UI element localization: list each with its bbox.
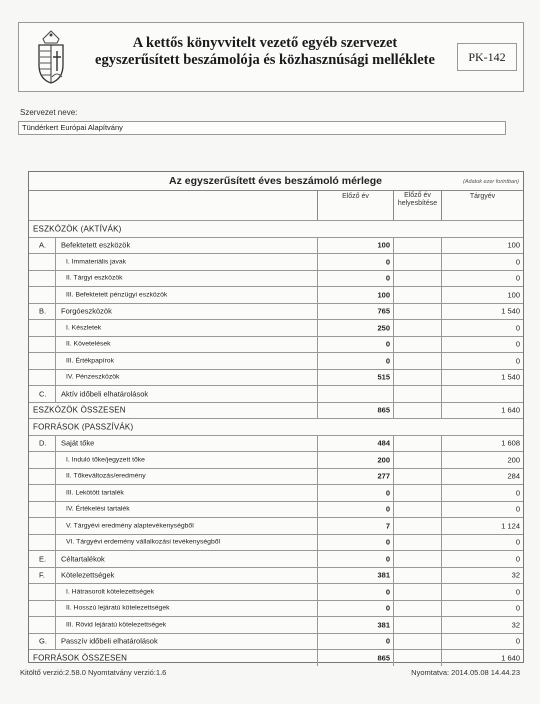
value-cell-prev — [317, 502, 393, 518]
value-prev: 100 — [377, 290, 390, 300]
organization-label: Szervezet neve: — [20, 108, 78, 117]
value-prev: 484 — [377, 438, 390, 448]
row-label-cell — [55, 436, 317, 452]
value-cell-corr — [393, 551, 441, 567]
total-row — [29, 402, 523, 419]
value-prev: 0 — [385, 537, 390, 547]
value-prev: 7 — [385, 521, 390, 531]
value-cell-curr — [441, 601, 523, 617]
row-label: II. Tárgyi eszközök — [66, 274, 123, 282]
balance-row — [29, 369, 523, 386]
value-cell-prev — [317, 584, 393, 600]
value-cell-curr — [441, 551, 523, 567]
value-cell-corr — [393, 502, 441, 518]
row-label-cell — [55, 584, 317, 600]
value-cell-prev — [317, 370, 393, 386]
row-label: Kötelezettségek — [61, 570, 115, 580]
value-cell-curr — [441, 469, 523, 485]
row-code-cell — [29, 469, 55, 485]
balance-row — [29, 468, 523, 485]
value-prev: 277 — [377, 471, 390, 481]
value-cell-curr — [441, 502, 523, 518]
value-curr: 0 — [515, 488, 520, 498]
row-label-cell — [55, 469, 317, 485]
value-curr: 284 — [507, 471, 520, 481]
balance-row — [29, 286, 523, 303]
value-cell-curr — [441, 634, 523, 650]
row-label-cell — [55, 386, 317, 402]
value-curr: 1 640 — [501, 653, 520, 663]
print-timestamp: Nyomtatva: 2014.05.08 14.44.23 — [411, 668, 520, 677]
value-cell-curr — [441, 452, 523, 468]
value-prev: 381 — [377, 570, 390, 580]
value-prev: 515 — [377, 372, 390, 382]
row-code-cell — [29, 320, 55, 336]
row-code-cell — [29, 238, 55, 254]
value-prev: 0 — [385, 636, 390, 646]
value-cell-corr — [393, 485, 441, 501]
value-cell-curr — [441, 386, 523, 402]
total-label: ESZKÖZÖK ÖSSZESEN — [33, 405, 126, 415]
row-label-cell — [55, 535, 317, 551]
value-prev: 0 — [385, 339, 390, 349]
row-label: I. Készletek — [66, 324, 102, 332]
value-prev: 0 — [385, 356, 390, 366]
value-cell-corr — [393, 469, 441, 485]
value-cell-prev — [317, 403, 393, 419]
row-label: IV. Pénzeszközök — [66, 373, 120, 381]
hungarian-coat-of-arms-icon — [29, 29, 73, 85]
value-curr: 100 — [507, 240, 520, 250]
row-label-cell — [55, 617, 317, 633]
row-label: III. Befektetett pénzügyi eszközök — [66, 291, 168, 299]
row-code-cell — [29, 535, 55, 551]
value-cell-curr — [441, 436, 523, 452]
row-label: Befektetett eszközök — [61, 240, 131, 250]
row-label: III. Lekötött tartalék — [66, 489, 124, 497]
row-code-cell — [29, 551, 55, 567]
value-prev: 381 — [377, 620, 390, 630]
value-cell-corr — [393, 584, 441, 600]
row-code: D. — [39, 438, 47, 448]
value-prev: 200 — [377, 455, 390, 465]
row-label: Aktív időbeli elhatárolások — [61, 389, 149, 399]
balance-row — [29, 253, 523, 270]
value-prev: 100 — [377, 240, 390, 250]
value-prev: 0 — [385, 488, 390, 498]
row-code-cell — [29, 634, 55, 650]
value-cell-prev — [317, 634, 393, 650]
value-curr: 0 — [515, 273, 520, 283]
row-label: III. Rövid lejáratú kötelezettségek — [66, 621, 167, 629]
row-code-cell — [29, 502, 55, 518]
value-curr: 1 608 — [501, 438, 520, 448]
row-label-cell — [55, 287, 317, 303]
row-label: IV. Értékelési tartalék — [66, 505, 130, 513]
value-cell-curr — [441, 304, 523, 320]
value-prev: 0 — [385, 554, 390, 564]
value-cell-prev — [317, 485, 393, 501]
value-cell-corr — [393, 403, 441, 419]
value-curr: 0 — [515, 603, 520, 613]
balance-row — [29, 270, 523, 287]
value-cell-prev — [317, 353, 393, 369]
value-cell-prev — [317, 650, 393, 666]
value-cell-corr — [393, 650, 441, 666]
column-header-previous-year: Előző év — [317, 190, 393, 220]
row-label: II. Tőkeváltozás/eredmény — [66, 472, 146, 480]
row-label-cell — [55, 353, 317, 369]
value-cell-prev — [317, 320, 393, 336]
row-label-cell — [55, 370, 317, 386]
value-cell-corr — [393, 568, 441, 584]
value-cell-prev — [317, 469, 393, 485]
row-code-cell — [29, 485, 55, 501]
form-title-line-1: A kettős könyvvitelt vezető egyéb szervezet — [132, 35, 398, 51]
value-cell-corr — [393, 518, 441, 534]
balance-row — [29, 451, 523, 468]
row-label: Céltartalékok — [61, 554, 105, 564]
unit-note: (Adatok ezer forintban) — [463, 179, 519, 185]
row-label: I. Immateriális javak — [66, 258, 127, 266]
value-cell-curr — [441, 485, 523, 501]
row-label-cell — [55, 601, 317, 617]
row-label: Saját tőke — [61, 438, 95, 448]
value-prev: 0 — [385, 273, 390, 283]
value-cell-corr — [393, 634, 441, 650]
value-cell-corr — [393, 601, 441, 617]
value-cell-prev — [317, 304, 393, 320]
value-cell-corr — [393, 617, 441, 633]
balance-row — [29, 319, 523, 336]
row-label-cell — [55, 271, 317, 287]
value-prev: 765 — [377, 306, 390, 316]
value-cell-prev — [317, 238, 393, 254]
row-code: G. — [39, 636, 47, 646]
form-title-line-2: egyszerűsített beszámolója és közhasznúsági melléklete — [95, 52, 435, 68]
balance-row — [29, 567, 523, 584]
value-cell-corr — [393, 370, 441, 386]
value-cell-corr — [393, 271, 441, 287]
value-prev: 0 — [385, 587, 390, 597]
form-header — [18, 22, 524, 92]
value-cell-prev — [317, 271, 393, 287]
value-cell-corr — [393, 320, 441, 336]
value-curr: 0 — [515, 257, 520, 267]
balance-row — [29, 616, 523, 633]
value-curr: 1 540 — [501, 306, 520, 316]
value-cell-corr — [393, 452, 441, 468]
form-title — [85, 35, 445, 69]
balance-title: Az egyszerűsített éves beszámoló mérlege — [169, 175, 383, 187]
row-label: VI. Tárgyévi erdemény vállalkozási tevékenységből — [66, 538, 221, 546]
row-code-cell — [29, 601, 55, 617]
value-cell-corr — [393, 436, 441, 452]
row-label: I. Hátrasorolt kötelezettségek — [66, 588, 155, 596]
value-cell-corr — [393, 238, 441, 254]
row-code-cell — [29, 304, 55, 320]
row-label-cell — [55, 551, 317, 567]
row-code-cell — [29, 617, 55, 633]
value-cell-curr — [441, 403, 523, 419]
value-cell-corr — [393, 535, 441, 551]
value-cell-prev — [317, 287, 393, 303]
row-label-cell — [55, 568, 317, 584]
row-code-cell — [29, 436, 55, 452]
total-label: FORRÁSOK ÖSSZESEN — [33, 653, 128, 663]
row-code: F. — [39, 570, 45, 580]
balance-sheet-table — [28, 171, 524, 663]
value-curr: 0 — [515, 587, 520, 597]
row-code-cell — [29, 452, 55, 468]
value-cell-corr — [393, 353, 441, 369]
value-curr: 0 — [515, 504, 520, 514]
row-label-cell — [55, 518, 317, 534]
value-cell-prev — [317, 518, 393, 534]
balance-row — [29, 303, 523, 320]
balance-row — [29, 484, 523, 501]
column-header-correction: Előző év helyesbítése — [393, 190, 441, 220]
row-code: A. — [39, 240, 47, 250]
row-code-cell — [29, 518, 55, 534]
value-prev: 250 — [377, 323, 390, 333]
organization-name-field: Tündérkert Európai Alapítvány — [18, 121, 506, 135]
section-label: ESZKÖZÖK (AKTÍVÁK) — [33, 224, 122, 234]
section-label: FORRÁSOK (PASSZÍVÁK) — [33, 422, 134, 432]
value-cell-curr — [441, 337, 523, 353]
value-cell-prev — [317, 452, 393, 468]
value-cell-curr — [441, 650, 523, 666]
value-cell-curr — [441, 254, 523, 270]
row-code: C. — [39, 389, 47, 399]
value-cell-corr — [393, 254, 441, 270]
value-cell-curr — [441, 535, 523, 551]
row-code-cell — [29, 287, 55, 303]
value-cell-curr — [441, 518, 523, 534]
value-cell-corr — [393, 304, 441, 320]
row-code-cell — [29, 353, 55, 369]
value-cell-prev — [317, 551, 393, 567]
value-curr: 0 — [515, 323, 520, 333]
row-label-cell — [55, 238, 317, 254]
total-row — [29, 649, 523, 666]
value-curr: 0 — [515, 339, 520, 349]
value-cell-prev — [317, 601, 393, 617]
balance-row — [29, 385, 523, 402]
balance-row — [29, 517, 523, 534]
row-code-cell — [29, 386, 55, 402]
form-code: PK-142 — [457, 43, 517, 71]
balance-row — [29, 600, 523, 617]
row-label-cell — [55, 502, 317, 518]
row-code: E. — [39, 554, 47, 564]
value-curr: 1 124 — [501, 521, 520, 531]
value-prev: 0 — [385, 603, 390, 613]
value-cell-prev — [317, 568, 393, 584]
row-label: Forgóeszközök — [61, 306, 112, 316]
value-curr: 0 — [515, 554, 520, 564]
column-header-current-year: Tárgyév — [441, 190, 523, 220]
row-code-cell — [29, 254, 55, 270]
balance-row — [29, 534, 523, 551]
row-label: II. Követelések — [66, 340, 111, 348]
row-label: II. Hosszú lejáratú kötelezettségek — [66, 604, 170, 612]
value-prev: 865 — [377, 653, 390, 663]
balance-row — [29, 633, 523, 650]
value-cell-curr — [441, 238, 523, 254]
balance-row — [29, 237, 523, 254]
row-code-cell — [29, 370, 55, 386]
balance-row — [29, 435, 523, 452]
value-cell-curr — [441, 353, 523, 369]
row-label-cell — [55, 320, 317, 336]
value-curr: 200 — [507, 455, 520, 465]
balance-row — [29, 501, 523, 518]
row-code: B. — [39, 306, 47, 316]
value-curr: 1 540 — [501, 372, 520, 382]
section-heading-row — [29, 418, 523, 435]
value-curr: 0 — [515, 636, 520, 646]
row-label: III. Értékpapírok — [66, 357, 114, 365]
value-curr: 100 — [507, 290, 520, 300]
row-label: I. Induló tőke/jegyzett tőke — [66, 456, 145, 464]
value-cell-curr — [441, 287, 523, 303]
row-code-cell — [29, 271, 55, 287]
balance-row — [29, 583, 523, 600]
value-cell-curr — [441, 320, 523, 336]
row-label-cell — [55, 337, 317, 353]
row-label-cell — [55, 634, 317, 650]
row-label: V. Tárgyévi eredmény alaptevékenységből — [66, 522, 194, 530]
value-cell-prev — [317, 386, 393, 402]
row-label-cell — [55, 452, 317, 468]
value-cell-prev — [317, 617, 393, 633]
row-code-cell — [29, 568, 55, 584]
value-cell-corr — [393, 287, 441, 303]
software-version: Kitöltő verzió:2.58.0 Nyomtatvány verzió:1.6 — [20, 668, 167, 677]
value-curr: 32 — [511, 620, 520, 630]
value-cell-prev — [317, 535, 393, 551]
value-prev: 865 — [377, 405, 390, 415]
row-code-cell — [29, 584, 55, 600]
value-cell-curr — [441, 617, 523, 633]
balance-title-row — [29, 172, 523, 191]
value-cell-prev — [317, 337, 393, 353]
value-curr: 1 640 — [501, 405, 520, 415]
value-prev: 0 — [385, 257, 390, 267]
balance-row — [29, 336, 523, 353]
row-label-cell — [55, 254, 317, 270]
value-cell-curr — [441, 271, 523, 287]
row-label: Passzív időbeli elhatárolások — [61, 636, 158, 646]
row-label-cell — [55, 485, 317, 501]
value-curr: 32 — [511, 570, 520, 580]
section-heading-row — [29, 220, 523, 237]
balance-row — [29, 550, 523, 567]
value-cell-curr — [441, 568, 523, 584]
balance-row — [29, 352, 523, 369]
value-cell-prev — [317, 254, 393, 270]
value-cell-curr — [441, 370, 523, 386]
value-curr: 0 — [515, 537, 520, 547]
value-cell-prev — [317, 436, 393, 452]
value-cell-corr — [393, 337, 441, 353]
value-prev: 0 — [385, 504, 390, 514]
value-curr: 0 — [515, 356, 520, 366]
value-cell-corr — [393, 386, 441, 402]
row-label-cell — [55, 304, 317, 320]
row-code-cell — [29, 337, 55, 353]
value-cell-curr — [441, 584, 523, 600]
